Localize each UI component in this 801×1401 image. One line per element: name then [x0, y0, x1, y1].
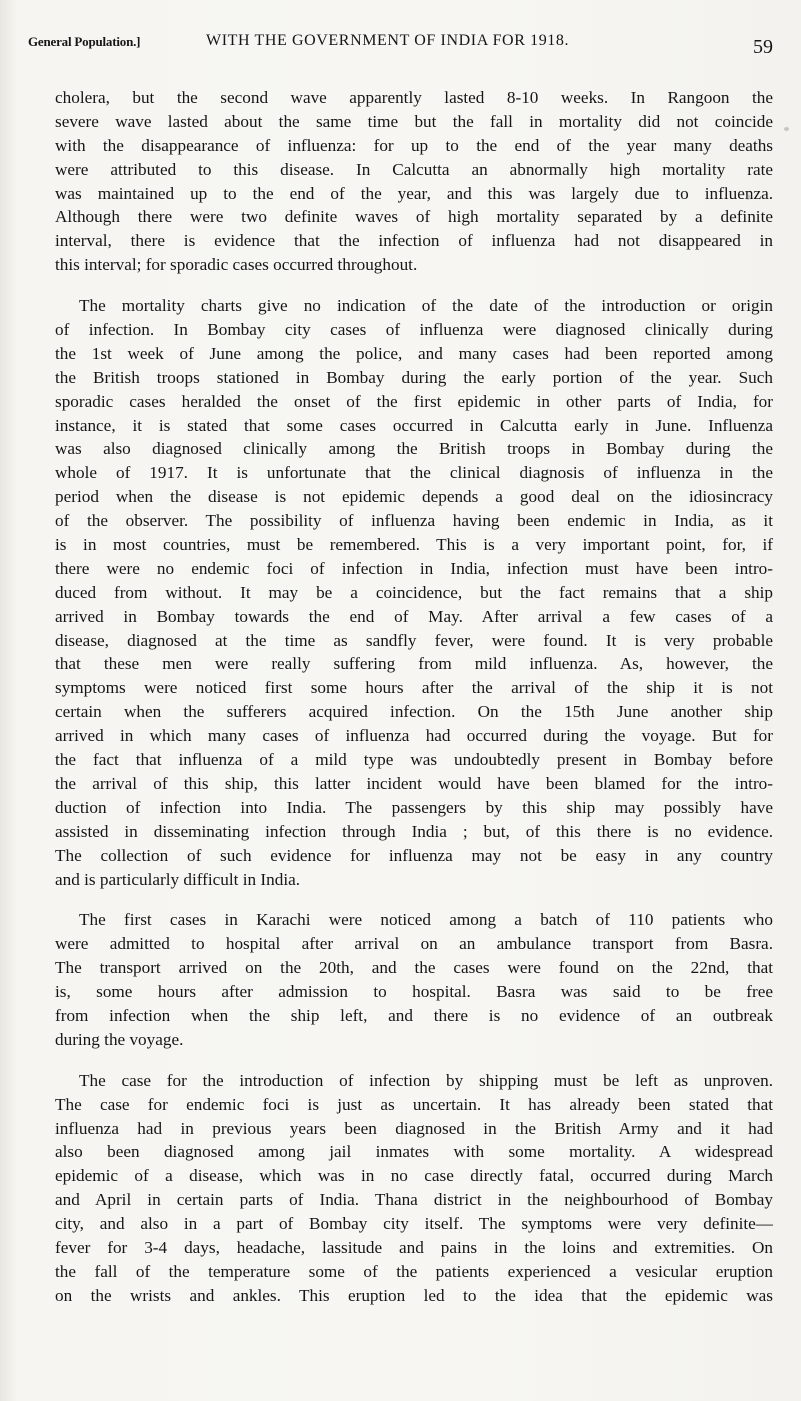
text-line: the fall of the temperature some of the patients experienced a vesicular eruption [55, 1261, 773, 1281]
paragraph [55, 1069, 773, 1308]
text-line: period when the disease is not epidemic depends a good deal on the idiosincracy [55, 487, 773, 507]
text-line: during the voyage. [55, 1029, 184, 1049]
text-line: severe wave lasted about the same time but the fall in mortality did not coincide [55, 111, 773, 131]
text-line: The case for the introduction of infection by shipping must be left as unproven. [79, 1070, 773, 1090]
paragraph [55, 908, 773, 1051]
text-line: is in most countries, must be remembered. This is a very important point, for, if [55, 535, 773, 555]
text-line: instance, it is stated that some cases occurred in Calcutta early in June. Influenza [55, 415, 773, 435]
text-line: was maintained up to the end of the year, and this was largely due to influenza. [55, 183, 773, 203]
text-line: the fact that influenza of a mild type was undoubtedly present in Bombay before [55, 750, 773, 770]
text-line: symptoms were noticed first some hours after the arrival of the ship it is not [55, 678, 773, 698]
text-line: the arrival of this ship, this latter incident would have been blamed for the intro- [55, 773, 773, 793]
text-line: influenza had in previous years been diagnosed in the British Army and it had [55, 1118, 773, 1138]
text-line: The mortality charts give no indication of the date of the introduction or origin [79, 296, 773, 316]
running-title: WITH THE GOVERNMENT OF INDIA FOR 1918. [206, 32, 570, 49]
text-line: with the disappearance of influenza: for up to the end of the year many deaths [55, 135, 773, 155]
text-line: this interval; for sporadic cases occurred throughout. [55, 255, 418, 275]
paragraph-gap [55, 277, 773, 294]
text-line: The first cases in Karachi were noticed among a batch of 110 patients who [79, 910, 773, 930]
text-line: also been diagnosed among jail inmates with some mortality. A widespread [55, 1142, 773, 1162]
text-line: and April in certain parts of India. Thana district in the neighbourhood of Bombay [55, 1190, 773, 1210]
paragraph-gap [55, 891, 773, 908]
text-line: on the wrists and ankles. This eruption led to the idea that the epidemic was [55, 1285, 773, 1305]
page-number: 59 [753, 36, 773, 58]
text-line: assisted in disseminating infection through India ; but, of this there is no evidence. [55, 821, 773, 841]
text-line: arrived in Bombay towards the end of May. After arrival a few cases of a [55, 606, 773, 626]
text-line: duced from without. It may be a coincidence, but the fact remains that a ship [55, 582, 773, 602]
text-line: arrived in which many cases of influenza had occurred during the voyage. But for [55, 726, 773, 746]
paragraph-gap [55, 1052, 773, 1069]
text-line: certain when the sufferers acquired infection. On the 15th June another ship [55, 702, 773, 722]
text-line: whole of 1917. It is unfortunate that the clinical diagnosis of influenza in the [55, 463, 773, 483]
text-line: and is particularly difficult in India. [55, 869, 301, 889]
running-header [28, 24, 773, 64]
text-line: Although there were two definite waves of high mortality separated by a definite [55, 207, 773, 227]
body-text [55, 86, 773, 1308]
paragraph [55, 86, 773, 277]
text-line: were admitted to hospital after arrival on an ambulance transport from Basra. [55, 934, 773, 954]
text-line: the 1st week of June among the police, and many cases had been reported among [55, 343, 773, 363]
text-line: city, and also in a part of Bombay city itself. The symptoms were very definite— [55, 1214, 773, 1234]
text-line: of infection. In Bombay city cases of influenza were diagnosed clinically during [55, 320, 773, 340]
text-line: The transport arrived on the 20th, and the cases were found on the 22nd, that [55, 958, 773, 978]
text-line: disease, diagnosed at the time as sandfly fever, were found. It is very probable [55, 630, 773, 650]
text-line: epidemic of a disease, which was in no case directly fatal, occurred during March [55, 1166, 773, 1186]
text-line: The collection of such evidence for influenza may not be easy in any country [55, 845, 773, 865]
text-line: were attributed to this disease. In Calcutta an abnormally high mortality rate [55, 159, 773, 179]
text-line: The case for endemic foci is just as uncertain. It has already been stated that [55, 1094, 773, 1114]
text-line: cholera, but the second wave apparently lasted 8-10 weeks. In Rangoon the [55, 88, 773, 107]
text-line: interval, there is evidence that the infection of influenza had not disappeared in [55, 231, 773, 251]
text-line: from infection when the ship left, and there is no evidence of an outbreak [55, 1005, 773, 1025]
ink-speck [746, 194, 750, 200]
text-line: there were no endemic foci of infection in India, infection must have been intro- [55, 558, 773, 578]
text-line: duction of infection into India. The passengers by this ship may possibly have [55, 797, 773, 817]
text-line: that these men were really suffering from mild influenza. As, however, the [55, 654, 773, 674]
text-line: the British troops stationed in Bombay during the early portion of the year. Such [55, 367, 773, 387]
text-line: was also diagnosed clinically among the British troops in Bombay during the [55, 439, 773, 459]
ink-speck [784, 127, 789, 131]
text-line: fever for 3-4 days, headache, lassitude and pains in the loins and extremities. On [55, 1237, 773, 1257]
text-line: of the observer. The possibility of influenza having been endemic in India, as it [55, 511, 773, 531]
paragraph [55, 294, 773, 891]
text-line: sporadic cases heralded the onset of the first epidemic in other parts of India, for [55, 391, 773, 411]
text-line: is, some hours after admission to hospital. Basra was said to be free [55, 982, 773, 1002]
running-section-label: General Population.] [28, 34, 141, 49]
